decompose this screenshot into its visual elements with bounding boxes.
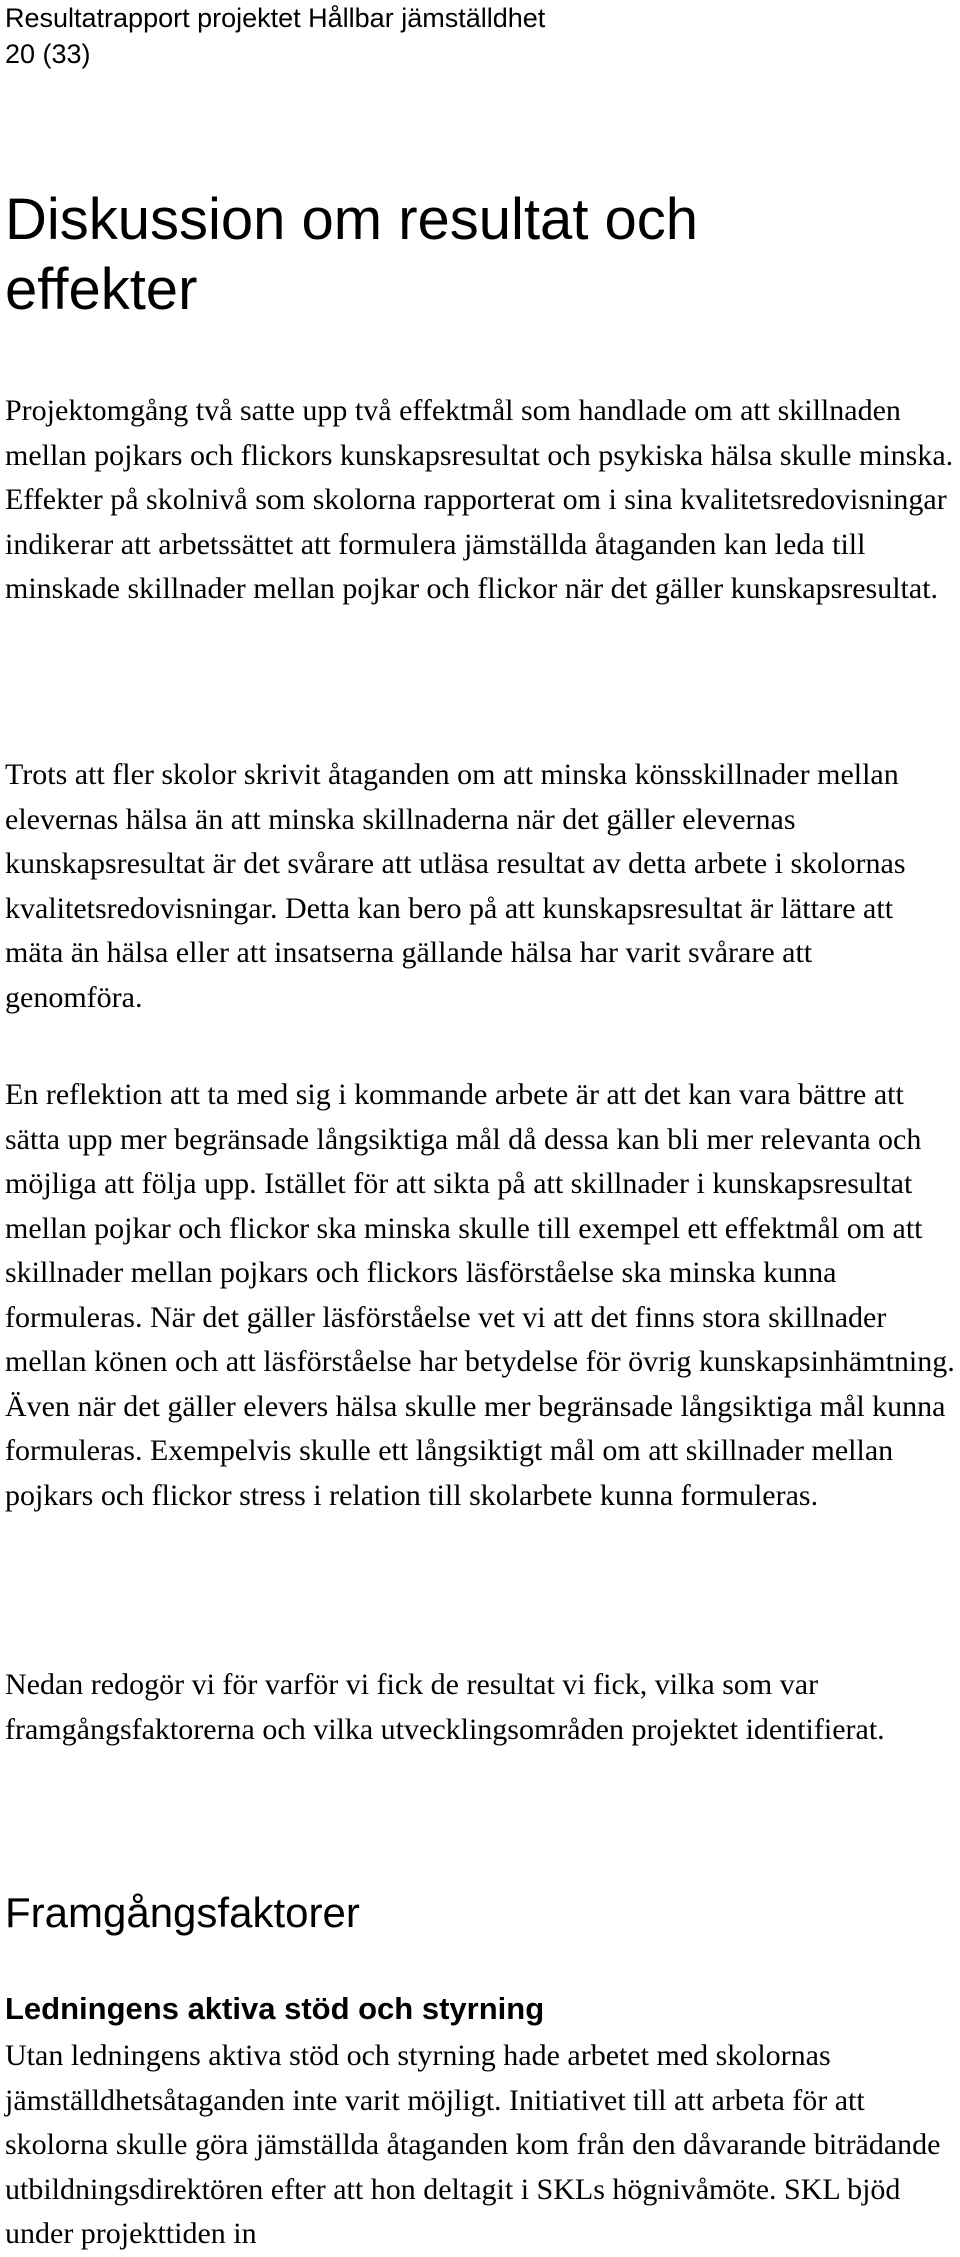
section-heading: Diskussion om resultat och effekter xyxy=(5,187,699,322)
body-paragraph: Utan ledningens aktiva stöd och styrning hade arbetet med skolornas jämställdhetsåtaganden inte varit möjligt. Initiativet till att arbeta för att skolorna skulle göra jämställda åtaganden kom från den dåvarande biträdande utbildningsdirektören efter att hon deltagit i SKLs högnivåmöte. SKL bjöd under projekttiden in xyxy=(5,2039,941,2250)
body-paragraph: Trots att fler skolor skrivit åtaganden om att minska könsskillnader mellan elevernas hälsa än att minska skillnaderna när det gäller elevernas kunskapsresultat är det svårare att utläsa resultat av detta arbete i skolornas kvalitetsredovisningar. Detta kan bero på att kunskapsresultat är lättare att mäta än hälsa eller att insatserna gällande hälsa har varit svårare att genomföra. xyxy=(5,758,906,1014)
body-paragraph: En reflektion att ta med sig i kommande arbete är att det kan vara bättre att sätta upp mer begränsade långsiktiga mål då dessa kan bli mer relevanta och möjliga att följa upp. Istället för att sikta på att skillnader i kunskapsresultat mellan pojkar och flickor ska minska skulle till exempel ett effektmål om att skillnader mellan pojkars och flickors läsförståelse ska minska kunna formuleras. När det gäller läsförståelse vet vi att det finns stora skillnader mellan könen och att läsförståelse har betydelse för övrig kunskapsinhämtning. Även när det gäller elevers hälsa skulle mer begränsade långsiktiga mål kunna formuleras. Exempelvis skulle ett långsiktigt mål om att skillnader mellan pojkars och flickor stress i relation till skolarbete kunna formuleras. xyxy=(5,1078,955,1512)
running-header-title: Resultatrapport projektet Hållbar jämställdhet xyxy=(5,3,546,33)
subsubsection-heading: Ledningens aktiva stöd och styrning xyxy=(5,1991,545,2026)
body-paragraph: Nedan redogör vi för varför vi fick de resultat vi fick, vilka som var framgångsfaktorerna och vilka utvecklingsområden projektet identifierat. xyxy=(5,1668,885,1746)
body-paragraph: Projektomgång två satte upp två effektmål som handlade om att skillnaden mellan pojkars och flickors kunskapsresultat och psykiska hälsa skulle minska. Effekter på skolnivå som skolorna rapporterat om i sina kvalitetsredovisningar indikerar att arbetssättet att formulera jämställda åtaganden kan leda till minskade skillnader mellan pojkar och flickor när det gäller kunskapsresultat. xyxy=(5,394,954,605)
subsection-heading: Framgångsfaktorer xyxy=(5,1889,360,1936)
page-number: 20 (33) xyxy=(5,39,91,69)
